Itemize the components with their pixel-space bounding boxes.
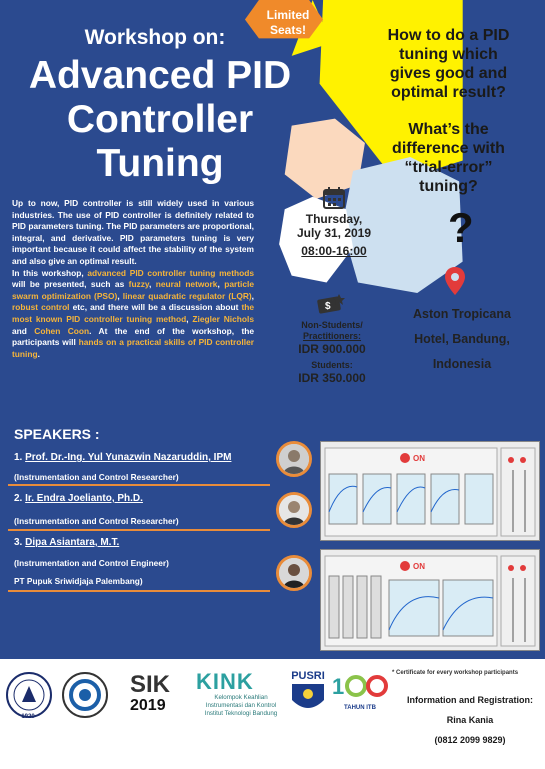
sik-logo	[130, 672, 190, 722]
intro-highlight: Ziegler Nichols	[192, 313, 254, 324]
speaker-3-number: 3.	[14, 537, 23, 548]
contact-phone: (0812 2099 9829)	[434, 735, 506, 745]
speaker-3-divider	[8, 590, 270, 592]
intro-highlight: the most known PID controller tuning method	[12, 302, 254, 324]
location-block	[392, 302, 532, 377]
money-icon	[315, 292, 345, 316]
kink-sub-line-1: Kelompok Keahlian	[214, 694, 268, 701]
contact-name: Rina Kania	[446, 715, 494, 725]
intro-text-segment: etc, and there will be a discussion about	[69, 302, 242, 313]
date-time: 08:00-16:00	[301, 244, 367, 258]
speaker-1-divider	[8, 484, 270, 486]
limited-line-1: Limited	[266, 8, 310, 22]
kink-logo	[196, 670, 286, 718]
svg-text:$: $	[325, 301, 331, 312]
intro-highlight: particle swarm optimization (PSO)	[12, 279, 254, 301]
speaker-3-role: (Instrumentation and Control Engineer)	[14, 558, 169, 568]
price-nonstudent-value: IDR 900.000	[298, 342, 366, 356]
question-2-line-1: What’s the	[408, 121, 489, 138]
intro-text-segment: .	[37, 348, 40, 359]
certificate-note: * Certificate for every workshop participants	[392, 670, 519, 676]
date-day: Thursday,	[305, 212, 363, 226]
pusri-logo	[290, 670, 326, 719]
question-1-line-2: tuning which	[399, 46, 498, 63]
speaker-3-avatar	[276, 555, 312, 591]
intro-text-segment: ,	[251, 290, 254, 301]
tahun-itb-text: TAHUN ITB	[344, 705, 376, 711]
speaker-1-number: 1.	[14, 452, 23, 463]
location-line-1: Aston Tropicana	[413, 307, 511, 321]
pid-software-screenshot-2	[320, 549, 540, 651]
intro-text-segment: ,	[217, 279, 225, 290]
location-line-3: Indonesia	[432, 357, 492, 371]
speaker-2-name-text: Ir. Endra Joelianto, Ph.D.	[25, 493, 143, 504]
price-block	[282, 320, 382, 386]
workshop-label: Workshop on:	[84, 26, 226, 49]
kink-sub-line-3: Institut Teknologi Bandung	[204, 710, 278, 717]
intro-text	[12, 198, 254, 360]
screen-1-on-label: ON	[413, 454, 425, 463]
info-block	[400, 690, 540, 750]
question-1-line-4: optimal result?	[391, 84, 506, 101]
sik-logo-year: 2019	[130, 697, 166, 714]
speaker-1-avatar	[276, 441, 312, 477]
title-line-2: Controller	[66, 98, 254, 141]
title-line-3: Tuning	[96, 142, 224, 185]
kink-logo-subtitle	[196, 694, 286, 718]
speaker-3-name	[14, 537, 119, 548]
question-2-line-3: “trial-error”	[404, 159, 493, 176]
svg-text:1: 1	[332, 674, 345, 699]
question-1-line-3: gives good and	[389, 65, 508, 82]
calendar-icon	[323, 187, 345, 209]
main-title	[0, 54, 320, 186]
intro-text-segment: ,	[186, 313, 193, 324]
kink-sub-line-2: Instrumentasi dan Kontrol	[205, 702, 277, 709]
question-2-line-4: tuning?	[419, 178, 478, 195]
info-title: Information and Registration:	[407, 695, 533, 705]
price-nonstudent-label-2: Practitioners:	[302, 331, 362, 341]
speaker-2-avatar	[276, 492, 312, 528]
intro-text-segment: In this workshop,	[12, 267, 88, 278]
speaker-2-number: 2.	[14, 493, 23, 504]
kink-logo-text: KINK	[196, 669, 254, 694]
speaker-1-name	[14, 452, 231, 463]
question-mark: ?	[448, 204, 474, 251]
limited-line-2: Seats!	[269, 23, 307, 37]
department-logo	[62, 672, 108, 718]
question-1	[352, 26, 545, 102]
intro-text-segment: will be presented, such as	[12, 279, 129, 290]
intro-highlight: robust control	[12, 302, 70, 313]
intro-highlight: advanced PID controller tuning methods	[87, 267, 254, 278]
speaker-2-divider	[8, 529, 270, 531]
speaker-1-role: (Instrumentation and Control Researcher)	[14, 472, 179, 482]
itb-100-years-logo	[330, 670, 390, 711]
itb-logo	[6, 672, 52, 718]
screen-2-on-label: ON	[413, 562, 425, 571]
intro-highlight: Cohen Coon	[34, 325, 90, 336]
intro-paragraph-2	[12, 268, 254, 361]
question-1-line-1: How to do a PID	[387, 27, 510, 44]
question-2	[352, 120, 545, 196]
question-2-line-2: difference with	[392, 140, 505, 157]
speaker-3-company: PT Pupuk Sriwidjaja Palembang)	[14, 576, 143, 586]
intro-text-segment: . At the end of the workshop, the participants will	[12, 325, 255, 348]
intro-text-segment: and	[12, 325, 35, 336]
location-line-2: Hotel, Bandung,	[414, 332, 510, 346]
speaker-2-role: (Instrumentation and Control Researcher)	[14, 516, 179, 526]
price-student-label: Students:	[311, 360, 353, 370]
intro-highlight: hands on a practical skills of PID controller tuning	[12, 337, 254, 359]
intro-highlight: linear quadratic regulator (LQR)	[122, 290, 252, 301]
pusri-logo-text: PUSRI	[291, 670, 325, 682]
questions-block	[352, 26, 545, 214]
speakers-heading: SPEAKERS :	[14, 426, 100, 442]
speaker-3-name-text: Dipa Asiantara, M.T.	[25, 537, 120, 548]
sik-logo-text: SIK	[130, 671, 171, 698]
price-nonstudent-label-1: Non-Students/	[301, 320, 363, 330]
itb-logo-year: 1920	[21, 714, 35, 720]
intro-text-segment: ,	[117, 290, 123, 301]
intro-highlight: neural network	[155, 279, 218, 290]
intro-text-segment: ,	[148, 279, 156, 290]
speaker-2-name	[14, 493, 143, 504]
speaker-1-name-text: Prof. Dr.-Ing. Yul Yunazwin Nazaruddin, IPM	[25, 452, 232, 463]
location-pin-icon	[444, 266, 466, 296]
title-line-1: Advanced PID	[28, 54, 292, 97]
price-student-value: IDR 350.000	[298, 371, 366, 385]
pid-software-screenshot-1	[320, 441, 540, 541]
date-block	[284, 212, 384, 258]
intro-paragraph-1: Up to now, PID controller is still widely used in various industries. The use of PID controller is definitely related to PID parameters tuning. The PID parameters are proportional, integral, and derivative. PID parameters tuning is very important because it could affect the stability of the system and also give an optimal result.	[12, 198, 254, 266]
date-date: July 31, 2019	[296, 226, 372, 240]
intro-highlight: fuzzy	[128, 279, 149, 290]
